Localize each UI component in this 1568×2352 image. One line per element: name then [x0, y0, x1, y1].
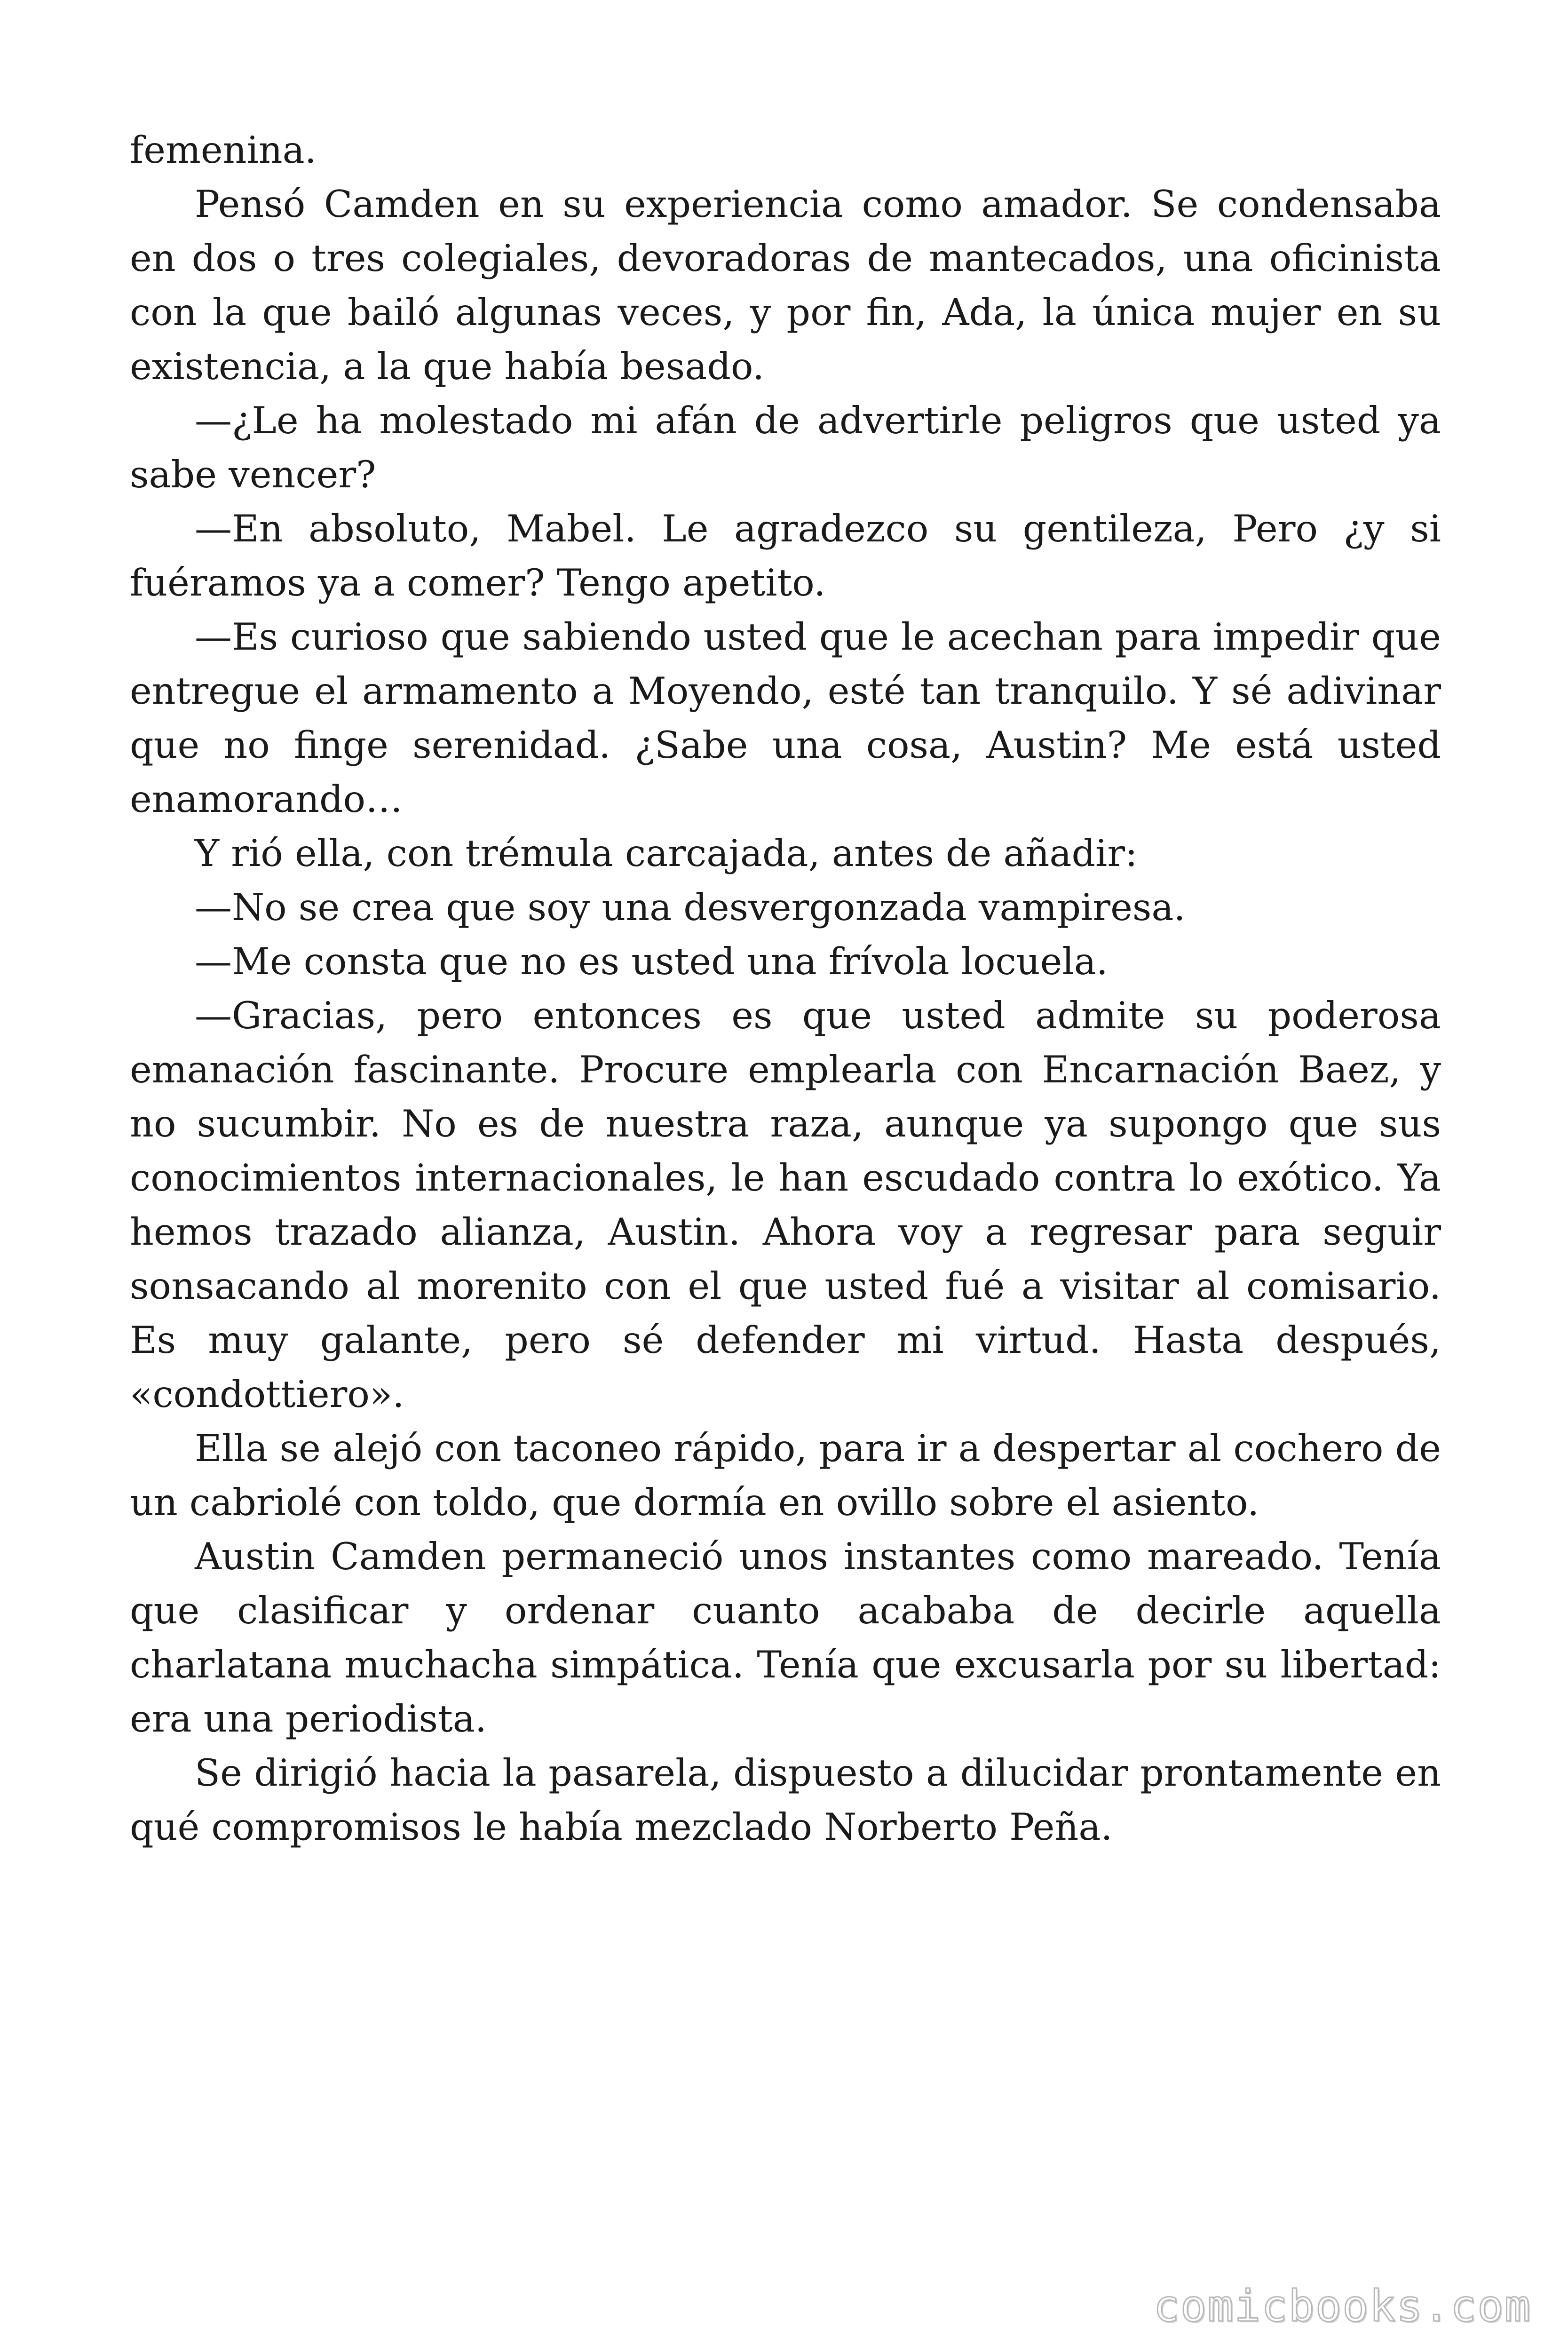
paragraph: —En absoluto, Mabel. Le agradezco su gentileza, Pero ¿y si fuéramos ya a comer? Tengo apetito.: [130, 507, 1441, 604]
body-text: [130, 123, 1441, 1854]
paragraph: Se dirigió hacia la pasarela, dispuesto a dilucidar prontamente en qué compromisos le había mezclado Norberto Peña.: [130, 1751, 1441, 1849]
paragraph: —¿Le ha molestado mi afán de advertirle peligros que usted ya sabe vencer?: [130, 399, 1441, 496]
paragraph: Pensó Camden en su experiencia como amador. Se condensaba en dos o tres colegiales, devoradoras de mantecados, una oficinista con la que bailó algunas veces, y por fin, Ada, la única mujer en su existencia, a la que había besado.: [130, 183, 1441, 388]
paragraph: —No se crea que soy una desvergonzada vampiresa.: [195, 886, 1186, 929]
paragraph: —Me consta que no es usted una frívola locuela.: [195, 940, 1108, 983]
paragraph: Austin Camden permaneció unos instantes como mareado. Tenía que clasificar y ordenar cuanto acababa de decirle aquella charlatana muchacha simpática. Tenía que excusarla por su libertad: era una periodista.: [130, 1535, 1441, 1740]
paragraph: Y rió ella, con trémula carcajada, antes de añadir:: [195, 832, 1138, 875]
paragraph: —Es curioso que sabiendo usted que le acechan para impedir que entregue el armamento a Moyendo, esté tan tranquilo. Y sé adivinar que no finge serenidad. ¿Sabe una cosa, Austin? Me está usted enamorando…: [130, 615, 1441, 821]
site-watermark: comicbooks.com: [1153, 2281, 1531, 2331]
paragraph: —Gracias, pero entonces es que usted admite su poderosa emanación fascinante. Procure emplearla con Encarnación Baez, y no sucumbir. No es de nuestra raza, aunque ya supongo que sus conocimientos internacionales, le han escudado contra lo exótico. Ya hemos trazado alianza, Austin. Ahora voy a regresar para seguir sonsacando al morenito con el que usted fué a visitar al comisario. Es muy galante, pero sé defender mi virtud. Hasta después, «condottiero».: [130, 994, 1441, 1416]
paragraph: Ella se alejó con taconeo rápido, para ir a despertar al cochero de un cabriolé con toldo, que dormía en ovillo sobre el asiento.: [130, 1427, 1441, 1524]
paragraph: femenina.: [130, 128, 317, 172]
